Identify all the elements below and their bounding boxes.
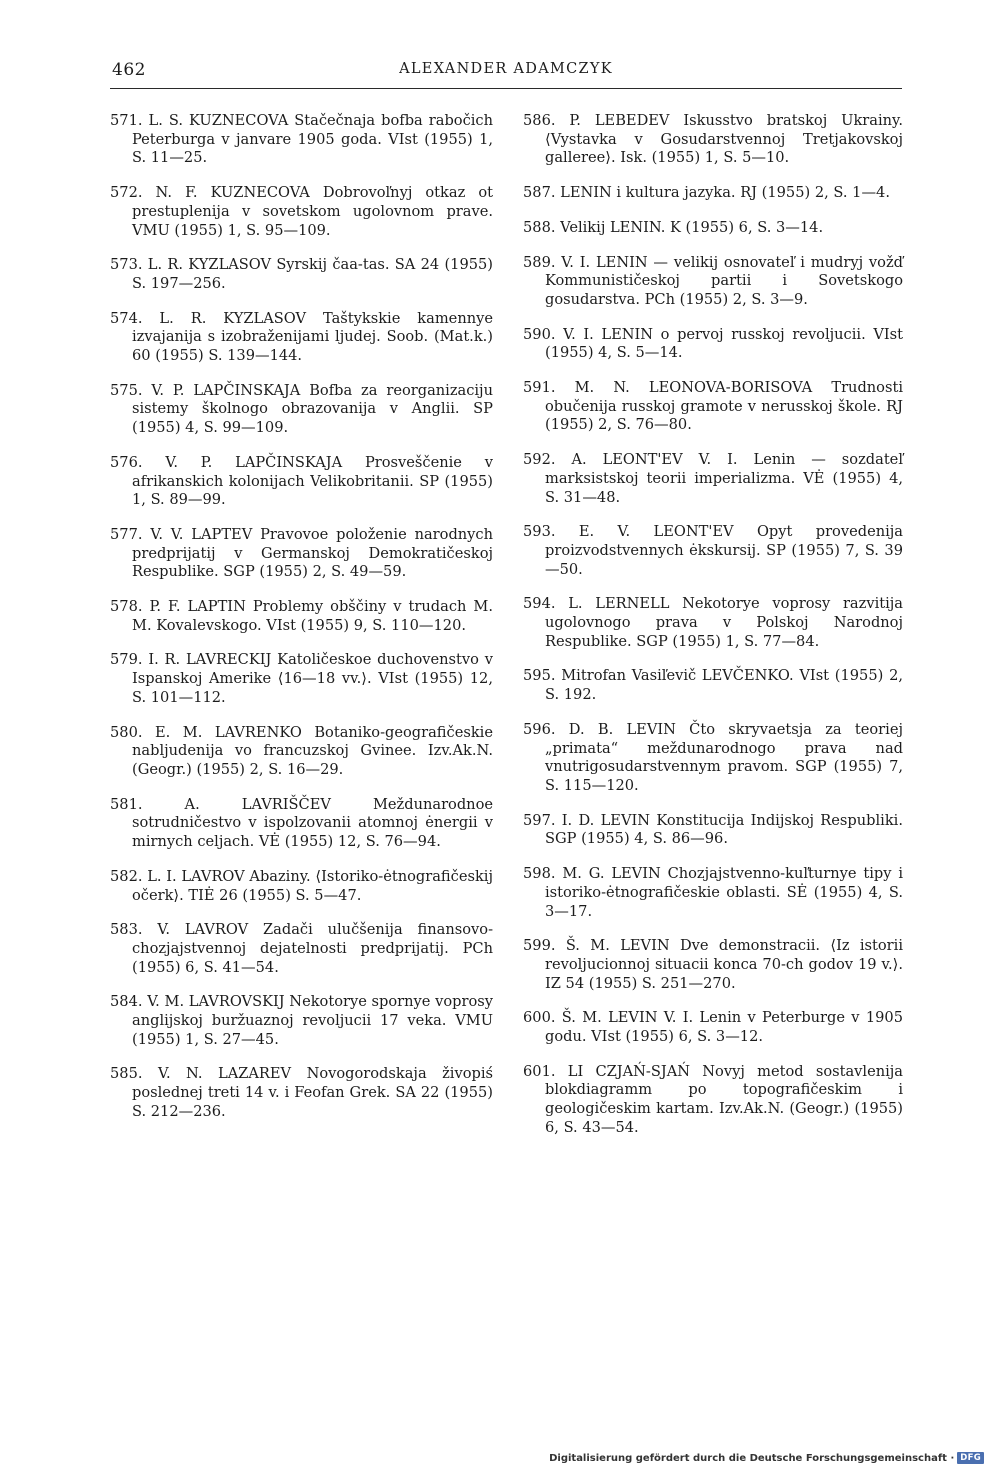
bibliography-entry: 577. V. V. LAPTEV Pravovoe položenie narodnych predprijatij v Germanskoj Demokratičeskoj Respublike. SGP (1955) 2, S. 49—59. xyxy=(110,525,493,581)
bibliography-entry: 571. L. S. KUZNECOVA Stačečnaja bofba rabočich Peterburga v janvare 1905 goda. VIst (1955) 1, S. 11—25. xyxy=(110,112,493,167)
bibliography-entry: 587. LENIN i kultura jazyka. RJ (1955) 2, S. 1—4. xyxy=(523,184,890,202)
left-column xyxy=(110,112,493,1122)
bibliography-entry: 589. V. I. LENIN — velikij osnovateľ i mudryj vožď Kommunističeskoj partii i Sovetskogo gosudarstva. PCh (1955) 2, S. 3—9. xyxy=(523,253,903,308)
bibliography-entry: 579. I. R. LAVRECKIJ Katoličeskoe duchovenstvo v Ispanskoj Amerike ⟨16—18 vv.⟩. VIst (1955) 12, S. 101—112. xyxy=(110,651,493,706)
bibliography-entry: 601. LI CZJAŃ-SJAŃ Novyj metod sostavlenija blokdiagramm po topografičeskim i geologičeskim kartam. Izv.Ak.N. (Geogr.) (1955) 6, S. 43—54. xyxy=(523,1062,903,1136)
bibliography-entry: 576. V. P. LAPČINSKAJA Prosveščenie v afrikanskich kolonijach Velikobritanii. SP (1955) 1, S. 89—99. xyxy=(110,453,493,509)
dfg-logo-icon: DFG xyxy=(957,1452,984,1464)
bibliography-entry: 572. N. F. KUZNECOVA Dobrovoľnyj otkaz ot prestuplenija v sovetskom ugolovnom prave. VMU (1955) 1, S. 95—109. xyxy=(110,184,493,239)
digitization-footer xyxy=(549,1452,984,1464)
page-number: 462 xyxy=(112,60,146,80)
footer-text: Digitalisierung gefördert durch die Deutsche Forschungsgemeinschaft · xyxy=(549,1452,955,1464)
bibliography-entry: 592. A. LEONT'EV V. I. Lenin — sozdateľ marksistskoj teorii imperializma. VĖ (1955) 4, S. 31—48. xyxy=(523,451,903,506)
bibliography-entry: 573. L. R. KYZLASOV Syrskij čaa-tas. SA 24 (1955) S. 197—256. xyxy=(110,256,493,292)
bibliography-entry: 593. E. V. LEONT'EV Opyt provedenija proizvodstvennych ėkskursij. SP (1955) 7, S. 39—50. xyxy=(523,523,903,578)
bibliography-entry: 585. V. N. LAZAREV Novogorodskaja živopiś poslednej treti 14 v. i Feofan Grek. SA 22 (1955) S. 212—236. xyxy=(110,1065,493,1120)
bibliography-entry: 591. M. N. LEONOVA-BORISOVA Trudnosti obučenija russkoj gramote v nerusskoj škole. RJ (1955) 2, S. 76—80. xyxy=(523,379,903,434)
bibliography-entry: 594. L. LERNELL Nekotorye voprosy razvitija ugolovnogo prava v Polskoj Narodnoj Respublike. SGP (1955) 1, S. 77—84. xyxy=(523,595,903,650)
bibliography-entry: 598. M. G. LEVIN Chozjajstvenno-kuľturnye tipy i istoriko-ėtnografičeskie oblasti. SĖ (1955) 4, S. 3—17. xyxy=(523,865,903,920)
bibliography-entry: 574. L. R. KYZLASOV Taštykskie kamennye izvajanija s izobraženijami ljudej. Soob. (Mat.k.) 60 (1955) S. 139—144. xyxy=(110,309,493,365)
bibliography-entry: 596. D. B. LEVIN Čto skryvaetsja za teoriej „primata“ meždunarodnogo prava nad vnutrigosudarstvennym pravom. SGP (1955) 7, S. 115—120. xyxy=(523,720,903,794)
bibliography-entry: 595. Mitrofan Vasiľevič LEVČENKO. VIst (1955) 2, S. 192. xyxy=(523,667,903,704)
bibliography-entry: 584. V. M. LAVROVSKIJ Nekotorye spornye voprosy anglijskoj buržuaznoj revoljucii 17 veka. VMU (1955) 1, S. 27—45. xyxy=(110,993,493,1048)
bibliography-entry: 578. P. F. LAPTIN Problemy obščiny v trudach M. M. Kovalevskogo. VIst (1955) 9, S. 110—120. xyxy=(110,598,493,634)
bibliography-entry: 581. A. LAVRIŠČEV Meždunarodnoe sotrudničestvo v ispolzovanii atomnoj ėnergii v mirnych celjach. VĖ (1955) 12, S. 76—94. xyxy=(110,795,493,851)
bibliography-entry: 582. L. I. LAVROV Abaziny. ⟨Istoriko-ėtnografičeskij očerk⟩. TIĖ 26 (1955) S. 5—47. xyxy=(110,867,493,904)
bibliography-entry: 590. V. I. LENIN o pervoj russkoj revoljucii. VIst (1955) 4, S. 5—14. xyxy=(523,325,903,362)
right-column xyxy=(523,112,903,1138)
bibliography-entry: 599. Š. M. LEVIN Dve demonstracii. ⟨Iz istorii revoljucionnoj situacii konca 70-ch godov 19 v.⟩. IZ 54 (1955) S. 251—270. xyxy=(523,937,903,992)
bibliography-entry: 588. Velikij LENIN. K (1955) 6, S. 3—14. xyxy=(523,218,824,236)
bibliography-entry: 580. E. M. LAVRENKO Botaniko-geografičeskie nabljudenija vo francuzskoj Gvinee. Izv.Ak.N. (Geogr.) (1955) 2, S. 16—29. xyxy=(110,723,493,778)
bibliography-entry: 575. V. P. LAPČINSKAJA Bofba za reorganizaciju sistemy školnogo obrazovanija v Anglii. SP (1955) 4, S. 99—109. xyxy=(110,381,493,437)
page-header xyxy=(110,60,902,89)
bibliography-entry: 583. V. LAVROV Zadači ulučšenija finansovo-chozjajstvennoj dejatelnosti predprijatij. PCh (1955) 6, S. 41—54. xyxy=(110,921,493,976)
bibliography-entry: 600. Š. M. LEVIN V. I. Lenin v Peterburge v 1905 godu. VIst (1955) 6, S. 3—12. xyxy=(523,1009,903,1046)
bibliography-entry: 597. I. D. LEVIN Konstitucija Indijskoj Respubliki. SGP (1955) 4, S. 86—96. xyxy=(523,811,903,848)
bibliography-entry: 586. P. LEBEDEV Iskusstvo bratskoj Ukrainy. ⟨Vystavka v Gosudarstvennoj Tretjakovskoj galleree⟩. Isk. (1955) 1, S. 5—10. xyxy=(523,112,903,167)
running-head: ALEXANDER ADAMCZYK xyxy=(399,61,613,77)
